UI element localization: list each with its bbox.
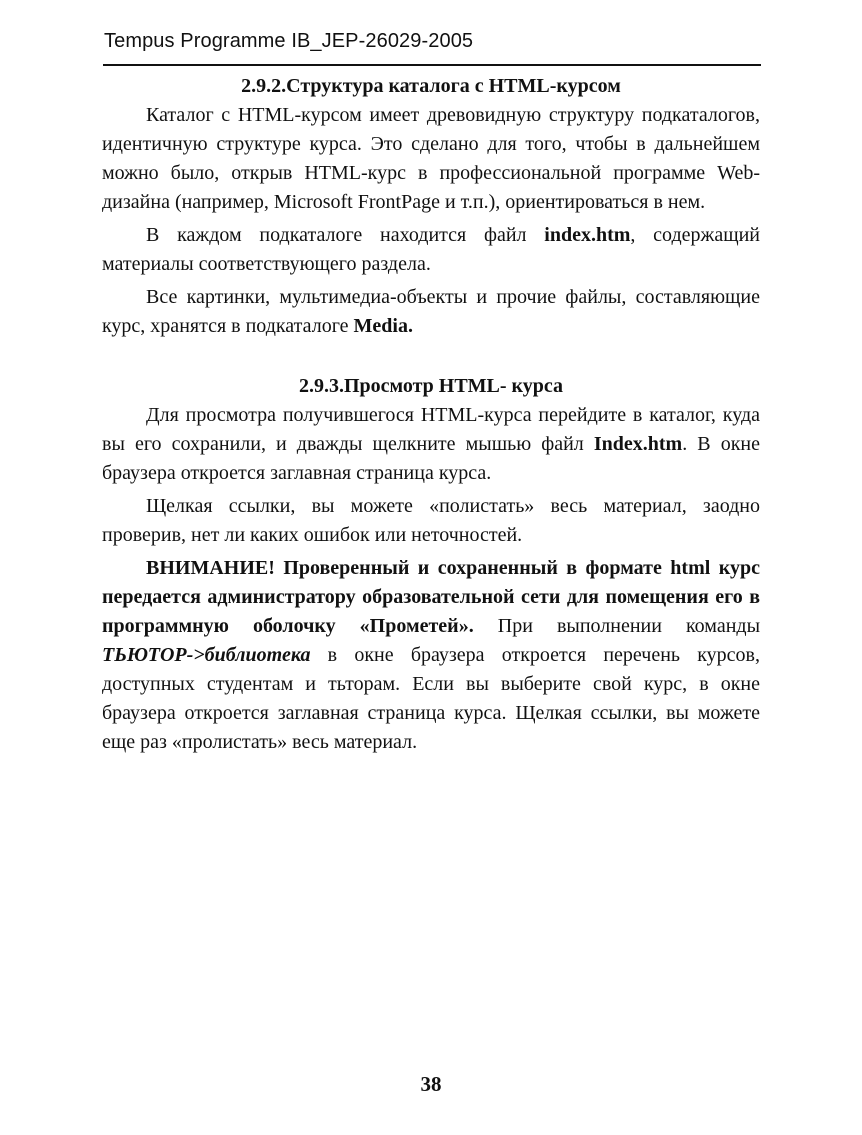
paragraph-view-course xyxy=(102,401,760,488)
attention-notice: ВНИМАНИЕ! Проверенный и сохраненный в формате html курс передается администратору образовательной сети для помещения его в программную оболочку «Прометей». xyxy=(102,557,760,637)
page-content xyxy=(102,71,760,757)
paragraph-text: При выполнении команды xyxy=(473,615,761,637)
paragraph-text: Все картинки, мультимедиа-объекты и прочие файлы, составляющие курс, хранятся в подкаталоге xyxy=(102,286,760,337)
menu-command: ТЬЮТОР->библиотека xyxy=(102,644,311,666)
paragraph-catalog-structure: Каталог с HTML-курсом имеет древовидную структуру подкаталогов, идентичную структуре курса. Это сделано для того, чтобы в дальнейшем можно было, открыв HTML-курс в профессиональной программе Web-дизайна (например, Microsoft FrontPage и т.п.), ориентироваться в нем. xyxy=(102,104,760,213)
paragraph-text: , содержащий материалы соответствующего раздела. xyxy=(102,224,760,275)
paragraph-index-file xyxy=(102,221,760,279)
filename-index-htm: Index.htm xyxy=(593,433,683,455)
paragraph-text: Для просмотра получившегося HTML-курса перейдите в каталог, куда вы его сохранили, и дважды щелкните мышью файл xyxy=(102,404,760,455)
section-heading-2-9-2: 2.9.2.Структура каталога с HTML-курсом xyxy=(241,75,621,97)
header-rule xyxy=(103,64,761,66)
paragraph-text: в окне браузера откроется перечень курсов, доступных студентам и тьторам. Если вы выберите свой курс, в окне браузера откроется заглавная страница курса. Щелкая ссылки, вы можете еще раз «пролистать» весь материал. xyxy=(102,644,760,753)
section-heading-2-9-3: 2.9.3.Просмотр HTML- курса xyxy=(298,375,564,397)
folder-name-media: Media. xyxy=(353,315,413,337)
paragraph-media-folder xyxy=(102,283,760,341)
paragraph-attention xyxy=(102,554,760,757)
page-number: 38 xyxy=(420,1072,442,1096)
paragraph-text: В каждом подкаталоге находится файл xyxy=(146,224,545,246)
filename-index-htm: index.htm xyxy=(544,224,631,246)
running-header: Tempus Programme IB_JEP-26029-2005 xyxy=(104,30,474,52)
paragraph-text: . В окне браузера откроется заглавная страница курса. xyxy=(102,433,761,484)
paragraph-browse-links: Щелкая ссылки, вы можете «полистать» весь материал, заодно проверив, нет ли каких ошибок или неточностей. xyxy=(102,495,760,546)
